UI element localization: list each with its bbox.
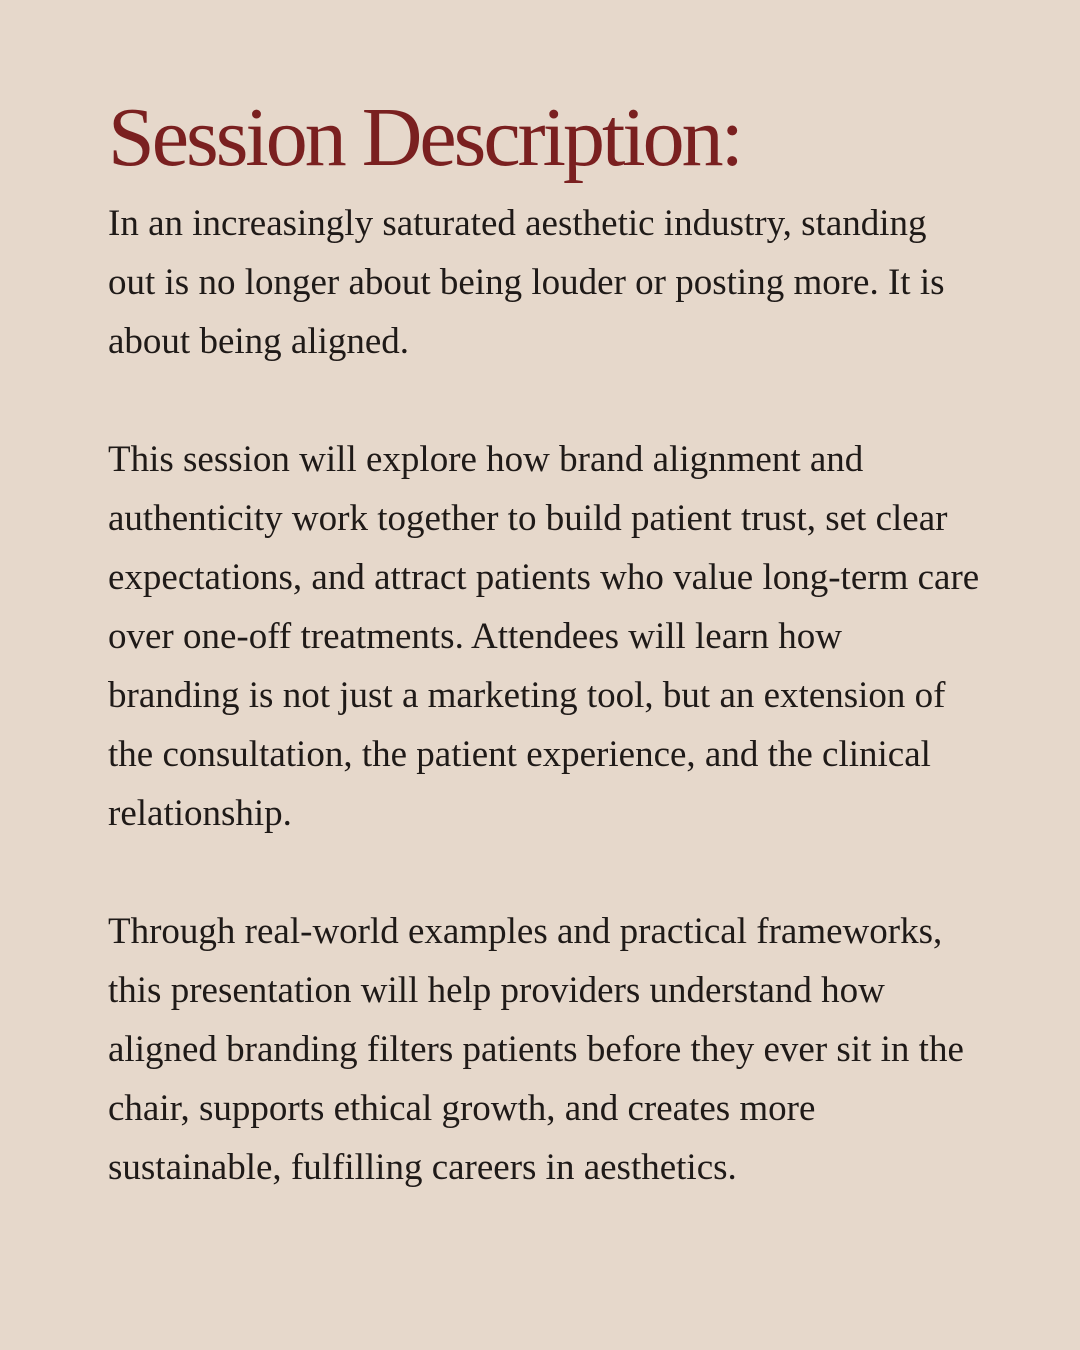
description-paragraph-intro: In an increasingly saturated aesthetic industry, standing out is no longer about being louder or posting more. It is about being aligned. [108,203,945,362]
description-paragraph-outcomes: Through real-world examples and practical frameworks, this presentation will help providers understand how aligned branding filters patients before they ever sit in the chair, supports ethical growth, and creates more sustainable, fulfilling careers in aesthetics. [108,911,964,1188]
session-description-body [108,194,980,1197]
page-title: Session Description: [108,91,741,184]
description-paragraph-session-overview: This session will explore how brand alignment and authenticity work together to build patient trust, set clear expectations, and attract patients who value long-term care over one-off treatments. Attendees will learn how branding is not just a marketing tool, but an extension of the consultation, the patient experience, and the clinical relationship. [108,439,980,834]
